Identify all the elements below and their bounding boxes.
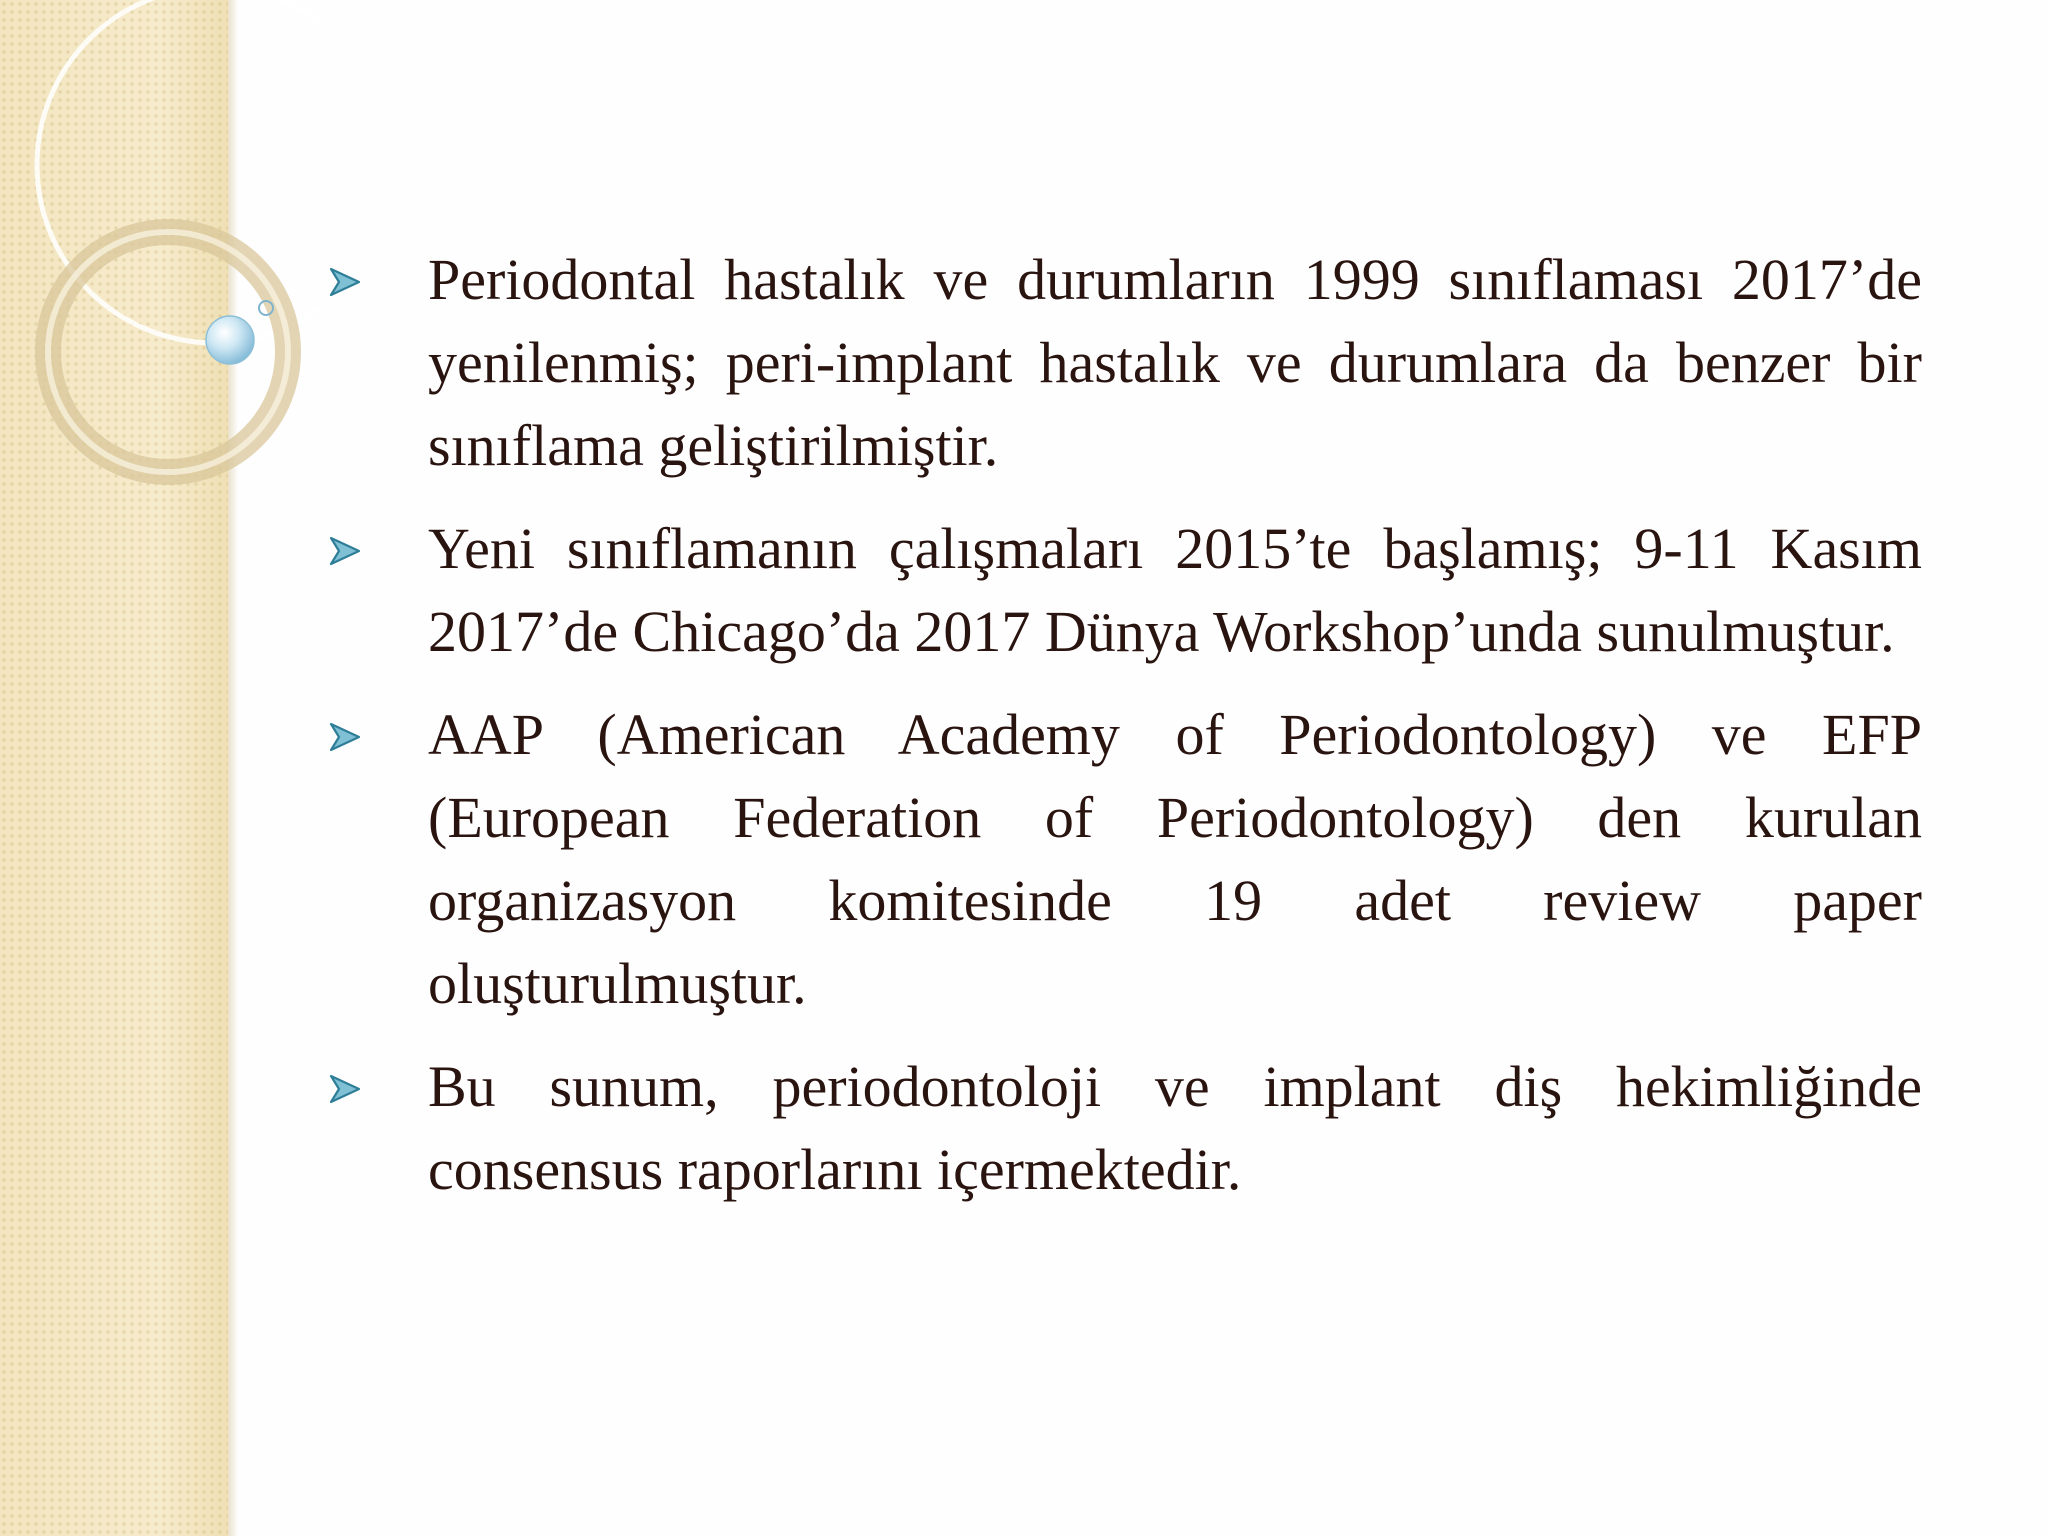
bullet-text: Bu sunum, periodontoloji ve implant diş hekimliğinde consensus raporlarını içermektedir.: [428, 1054, 1922, 1202]
slide-content: [328, 238, 1922, 1231]
arrow-bullet-icon: [328, 720, 362, 754]
bullet-item: [328, 507, 1922, 673]
side-panel-edge: [228, 0, 238, 1536]
bullet-list: [328, 238, 1922, 1211]
arrow-bullet-icon: [328, 1072, 362, 1106]
small-bubble-icon: [259, 301, 273, 315]
bullet-text: Yeni sınıflamanın çalışmaları 2015’te başlamış; 9-11 Kasım 2017’de Chicago’da 2017 Dünya Workshop’unda sunulmuştur.: [428, 516, 1922, 664]
bullet-text: Periodontal hastalık ve durumların 1999 sınıflaması 2017’de yenilenmiş; peri-implant hastalık ve durumlara da benzer bir sınıflama geliştirilmiştir.: [428, 247, 1922, 478]
bullet-item: [328, 1045, 1922, 1211]
arrow-bullet-icon: [328, 534, 362, 568]
arrow-bullet-icon: [328, 265, 362, 299]
bullet-item: [328, 693, 1922, 1025]
side-panel: [0, 0, 228, 1536]
bullet-item: [328, 238, 1922, 487]
bullet-text: AAP (American Academy of Periodontology) ve EFP (European Federation of Periodontology) den kurulan organizasyon komitesinde 19 adet review paper oluşturulmuştur.: [428, 702, 1922, 1016]
